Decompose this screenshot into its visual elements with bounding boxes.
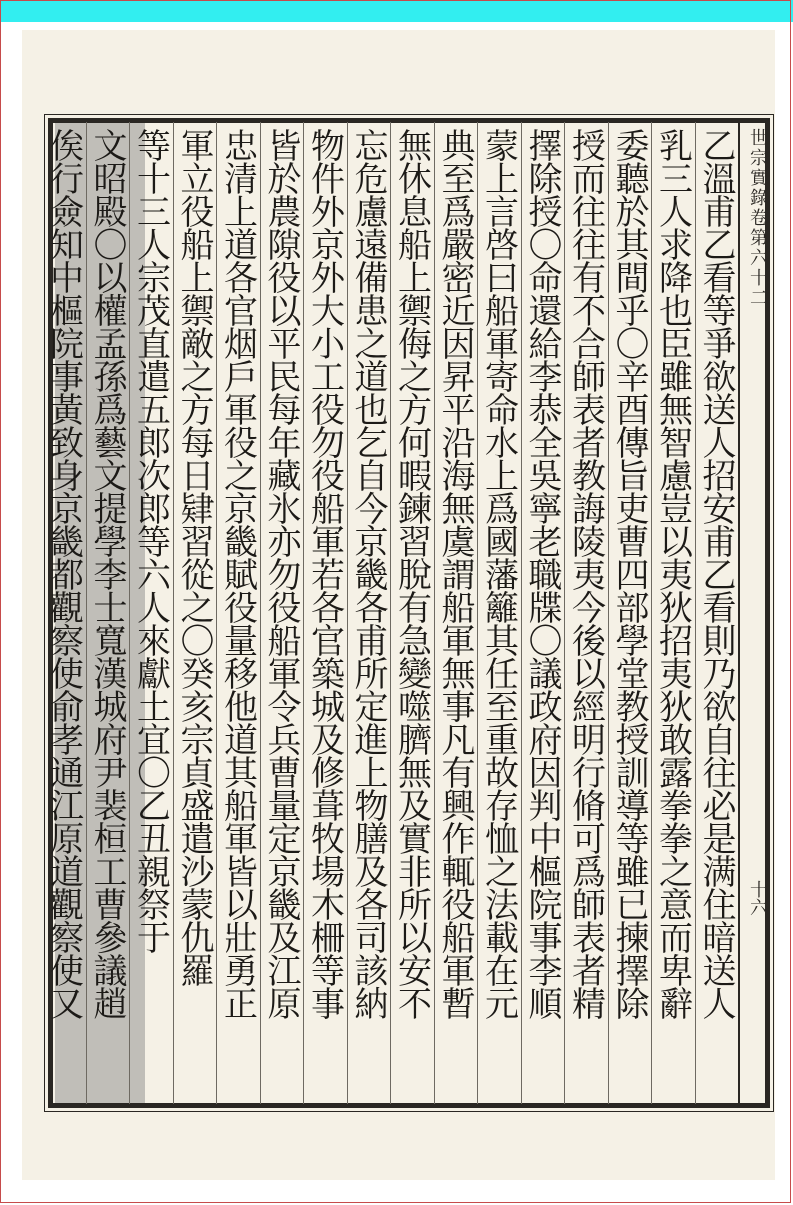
text-column: 軍立役船上禦敵之方每日肄習從之〇癸亥宗貞盛遣沙蒙仇羅 — [174, 128, 214, 986]
text-column: 授而往往有不合師表者教誨陵夷今後以經明行脩可爲師表者精 — [565, 128, 606, 1019]
text-column: 忠清上道各官烟戶軍役之京畿賦役量移他道其船軍皆以壯勇正 — [217, 128, 258, 1019]
text-column: 蒙上言啓曰船軍寄命水上爲國藩籬其任至重故存恤之法載在元 — [478, 128, 519, 1019]
gutter-page-number: 十六 — [747, 880, 768, 916]
text-column: 無休息船上禦侮之方何暇鍊習脫有急變噬臍無及實非所以安不 — [391, 128, 432, 1019]
text-column: 物件外京外大小工役勿役船軍若各官築城及修葺牧場木柵等事 — [304, 128, 345, 1019]
text-column: 文昭殿〇以權孟孫爲藝文提學李士寬漢城府尹裴桓工曹參議趙 — [87, 128, 127, 1019]
text-column: 乙溫甫乙看等爭欲送人招安甫乙看則乃欲自往必是满住暗送人 — [696, 128, 736, 1019]
text-column: 乳三人求降也臣雖無智慮豈以夷狄招夷狄敢露拳拳之意而卑辭 — [652, 128, 693, 1019]
text-column: 俟行僉知中樞院事黃致身京畿都觀察使俞孝通江原道觀察使又 — [43, 128, 84, 1019]
gutter-title: 世宗實錄卷第六十二 — [747, 128, 768, 308]
text-column: 委聽於其間乎〇辛酉傳旨吏曹四部學堂教授訓導等雖已揀擇除 — [609, 128, 649, 1019]
text-column: 等十三人宗茂直遣五郎次郎等六人來獻土宜〇乙丑親祭于 — [130, 128, 171, 953]
text-column: 忘危慮遠備患之道也乞自今京畿各甫所定進上物膳及各司該納 — [348, 128, 388, 1019]
text-column: 皆於農隙役以平民每年藏氷亦勿役船軍令兵曹量定京畿及江原 — [261, 128, 301, 1019]
text-column: 擇除授〇命還給李恭全吳寧老職牒〇議政府因判中樞院事李順 — [522, 128, 562, 1019]
text-column: 典至爲嚴密近因昇平沿海無虞謂船軍無事凡有興作輒役船軍暫 — [435, 128, 475, 1019]
